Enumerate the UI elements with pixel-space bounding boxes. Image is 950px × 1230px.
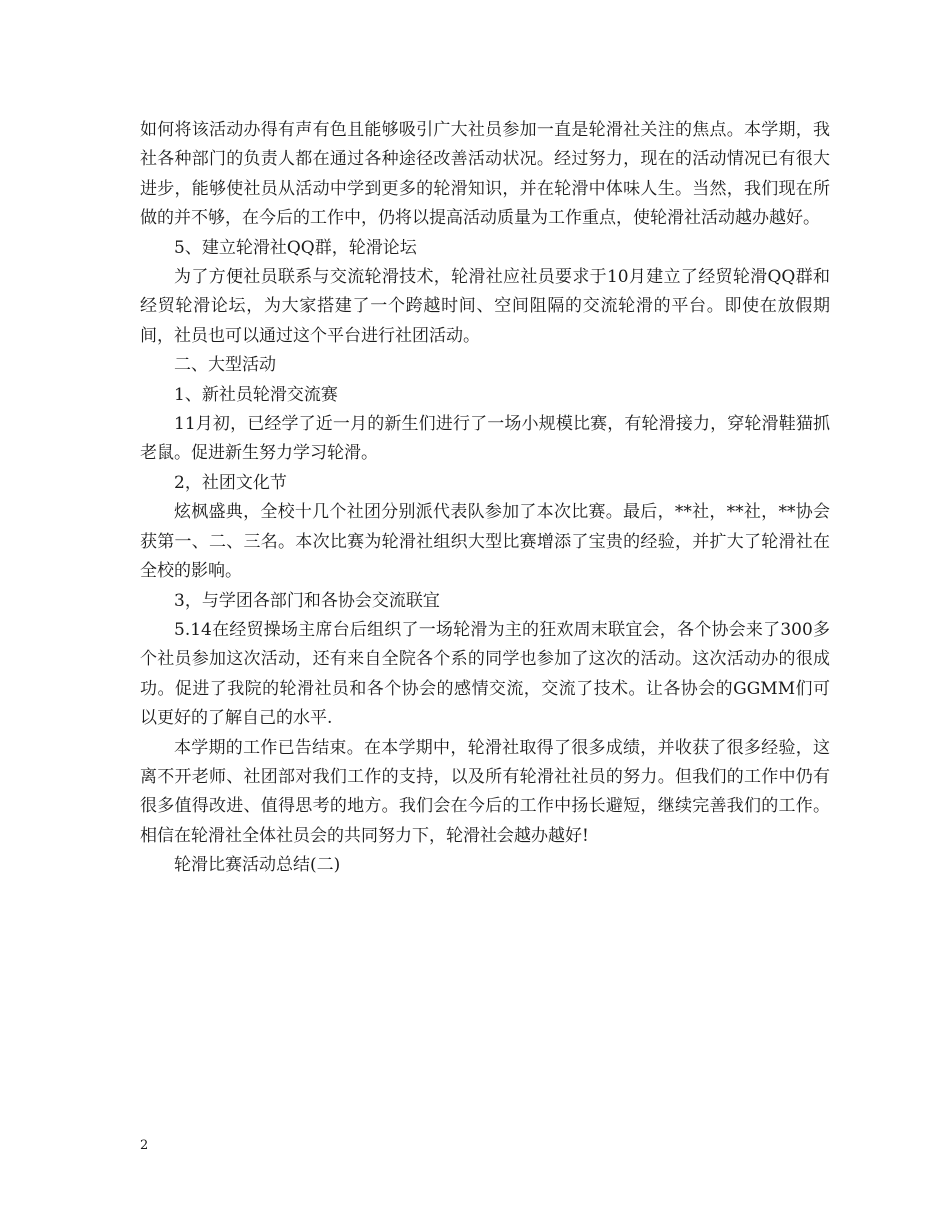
paragraph-culture-festival: 炫枫盛典，全校十几个社团分别派代表队参加了本次比赛。最后，**社，**社，**协会获第一、二、三名。本次比赛为轮滑社组织大型比赛增添了宝贵的经验，并扩大了轮滑社在全校的影响。 — [140, 502, 830, 582]
heading-exchange-party: 3，与学团各部门和各协会交流联宜 — [174, 590, 440, 611]
heading-new-member-match: 1、新社员轮滑交流赛 — [174, 384, 338, 405]
paragraph-exchange-party: 5.14在经贸操场主席台后组织了一场轮滑为主的狂欢周末联宜会，各个协会来了300多个社员参加这次活动，还有来自全院各个系的同学也参加了这次的活动。这次活动办的很成功。促进了我院的轮滑社员和各个协会的感情交流，交流了技术。让各协会的GGMM们可以更好的了解自己的水平. — [140, 619, 830, 729]
page-number: 2 — [140, 1138, 149, 1153]
heading-major-events: 二、大型活动 — [174, 355, 276, 376]
paragraph-semester-summary: 本学期的工作已告结束。在本学期中，轮滑社取得了很多成绩，并收获了很多经验，这离不开老师、社团部对我们工作的支持，以及所有轮滑社社员的努力。但我们的工作中仍有很多值得改进、值得思考的地方。我们会在今后的工作中扬长避短，继续完善我们的工作。相信在轮滑社全体社员会的共同努力下，轮滑社会越办越好! — [140, 737, 830, 846]
paragraph-new-member-match: 11月初，已经学了近一月的新生们进行了一场小规模比赛，有轮滑接力，穿轮滑鞋猫抓老鼠。促进新生努力学习轮滑。 — [140, 414, 830, 464]
heading-qq-group: 5、建立轮滑社QQ群，轮滑论坛 — [174, 237, 417, 258]
paragraph-activity-quality: 如何将该活动办得有声有色且能够吸引广大社员参加一直是轮滑社关注的焦点。本学期，我社各种部门的负责人都在通过各种途径改善活动状况。经过努力，现在的活动情况已有很大进步，能够使社员从活动中学到更多的轮滑知识，并在轮滑中体味人生。当然，我们现在所做的并不够，在今后的工作中，仍将以提高活动质量为工作重点，使轮滑社活动越办越好。 — [140, 120, 830, 229]
paragraph-qq-group: 为了方便社员联系与交流轮滑技术，轮滑社应社员要求于10月建立了经贸轮滑QQ群和经贸轮滑论坛，为大家搭建了一个跨越时间、空间阻隔的交流轮滑的平台。即使在放假期间，社员也可以通过这个平台进行社团活动。 — [140, 267, 830, 346]
heading-culture-festival: 2，社团文化节 — [174, 472, 287, 493]
heading-summary-two: 轮滑比赛活动总结(二) — [174, 855, 341, 876]
document-body — [140, 116, 830, 881]
